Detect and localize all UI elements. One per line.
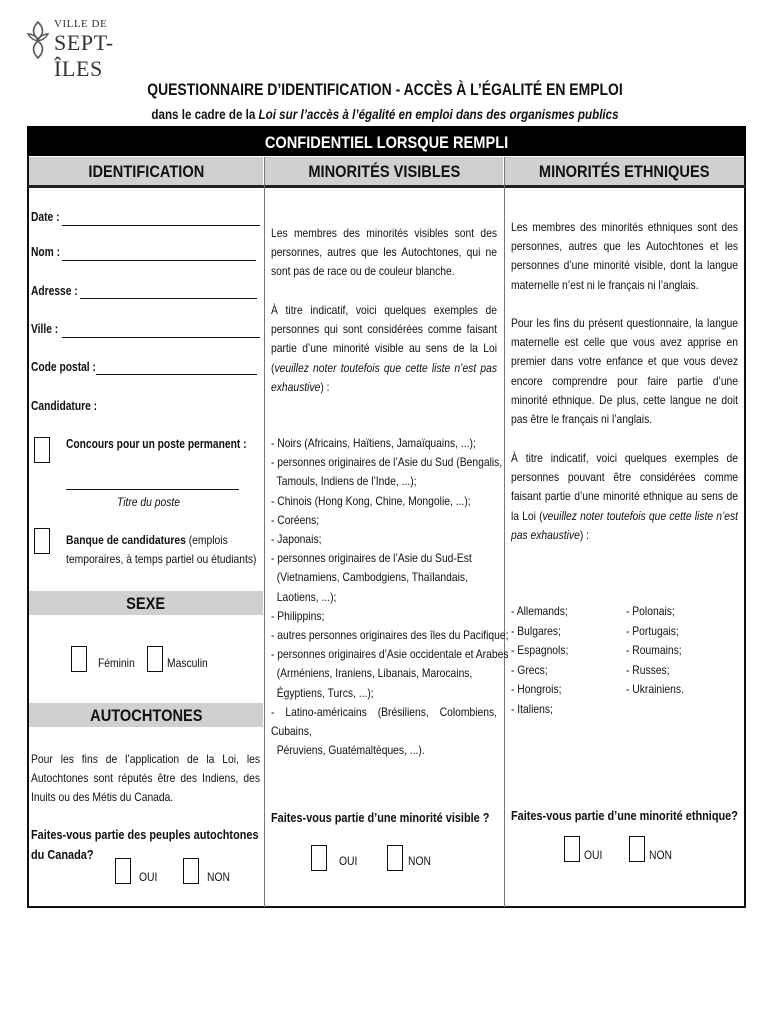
list-item: - Chinois (Hong Kong, Chine, Mongolie, ...); bbox=[271, 493, 471, 508]
list-item: - autres personnes originaires des îles du Pacifique; bbox=[271, 628, 509, 643]
autochtones-section-title: AUTOCHTONES bbox=[29, 703, 263, 727]
autochtones-question: Faites-vous partie des peuples autochtones bbox=[31, 827, 259, 842]
list-item: - Russes; bbox=[626, 662, 670, 677]
autochtones-question-line2: du Canada? bbox=[31, 847, 94, 862]
list-item: (Arméniens, Iraniens, Libanais, Marocains, bbox=[271, 666, 473, 681]
banque-label: Banque de candidatures (emplois bbox=[66, 533, 228, 547]
ethnic-non-checkbox[interactable] bbox=[629, 836, 645, 862]
titre-poste-caption: Titre du poste bbox=[117, 495, 181, 509]
candidature-label: Candidature : bbox=[31, 399, 98, 413]
sexe-section-title: SEXE bbox=[29, 591, 263, 615]
logo-text-big: SEPT-ÎLES bbox=[54, 30, 114, 81]
adresse-label: Adresse : bbox=[31, 284, 78, 298]
ethnic-examples-list-right bbox=[626, 602, 684, 700]
visible-list-latino: - Latino-américains (Brésiliens, Colombiens, Cubains, bbox=[271, 705, 500, 739]
list-item: - Portugais; bbox=[626, 623, 679, 638]
nom-field[interactable] bbox=[62, 260, 256, 261]
list-item: (Vietnamiens, Cambodgiens, Thaïlandais, bbox=[271, 570, 468, 585]
date-field[interactable] bbox=[62, 225, 260, 226]
banque-label-line2: temporaires, à temps partiel ou étudiants) bbox=[66, 552, 257, 566]
autochtones-text: Pour les fins de l’application de la Loi, les Autochtones sont réputés être des Indiens, des Inuits ou des Métis du Canada. bbox=[31, 752, 261, 805]
list-item: - personnes originaires de l’Asie du Sud (Bengalis, bbox=[271, 455, 503, 470]
list-item: Tamouls, Indiens de l’Inde, ...); bbox=[271, 474, 417, 489]
ville-label: Ville : bbox=[31, 322, 59, 336]
list-item: Laotiens, ...); bbox=[271, 589, 337, 604]
list-item: - Roumains; bbox=[626, 643, 682, 657]
column-divider bbox=[264, 157, 265, 907]
ethnic-oui-label: OUI bbox=[584, 848, 603, 862]
list-item: - Ukrainiens. bbox=[626, 682, 684, 696]
logo-text-small: VILLE DE bbox=[54, 18, 108, 30]
list-item: - Grecs; bbox=[511, 662, 548, 677]
list-item: - Allemands; bbox=[511, 604, 568, 618]
list-item: - Noirs (Africains, Haïtiens, Jamaïquains, ...); bbox=[271, 436, 476, 450]
visible-oui-checkbox[interactable] bbox=[311, 845, 327, 871]
banque-checkbox[interactable] bbox=[34, 528, 50, 554]
list-item: - Hongrois; bbox=[511, 682, 562, 696]
page-subtitle: dans le cadre de la Loi sur l’accès à l’égalité en emploi dans des organismes publics bbox=[151, 107, 619, 122]
ethnic-examples-intro: À titre indicatif, voici quelques exemples de personnes pouvant être considérées comme faisant partie d’une minorité ethnique au sens de la Loi (veuillez noter toutefois que cette liste n’est pas exhaustive) : bbox=[511, 451, 739, 542]
visible-non-label: NON bbox=[408, 854, 431, 868]
ville-field[interactable] bbox=[62, 337, 260, 338]
adresse-field[interactable] bbox=[80, 298, 257, 299]
visible-list-latino-line2: Péruviens, Guatémaltèques, ...). bbox=[271, 743, 425, 757]
autochtones-non-label: NON bbox=[207, 870, 230, 884]
page-title: QUESTIONNAIRE D’IDENTIFICATION - ACCÈS À L’ÉGALITÉ EN EMPLOI bbox=[147, 80, 623, 99]
visible-examples-intro: À titre indicatif, voici quelques exemples de personnes qui sont considérées comme faisant partie d’une minorité visible au sens de la Loi (veuillez noter toutefois que cette liste n’est pas exhaustive) : bbox=[271, 303, 498, 394]
ethnic-oui-checkbox[interactable] bbox=[564, 836, 580, 862]
masculin-label: Masculin bbox=[167, 656, 208, 670]
list-item: - personnes originaires d’Asie occidentale et Arabes bbox=[271, 647, 509, 662]
city-logo bbox=[26, 18, 156, 81]
visible-examples-list bbox=[271, 434, 509, 703]
list-item: - Polonais; bbox=[626, 604, 675, 618]
titre-poste-field[interactable] bbox=[66, 489, 239, 490]
feminin-label: Féminin bbox=[98, 656, 135, 670]
list-item: Égyptiens, Turcs, ...); bbox=[271, 685, 374, 700]
column-header-identification: IDENTIFICATION bbox=[29, 157, 263, 185]
concours-label: Concours pour un poste permanent : bbox=[66, 437, 247, 451]
list-item: - Bulgares; bbox=[511, 623, 561, 638]
autochtones-oui-checkbox[interactable] bbox=[115, 858, 131, 884]
fleur-logo-icon bbox=[26, 20, 50, 60]
code-postal-field[interactable] bbox=[96, 374, 257, 375]
list-item: - Philippins; bbox=[271, 608, 325, 623]
list-item: - personnes originaires de l’Asie du Sud-Est bbox=[271, 551, 472, 566]
ethnic-examples-list-left bbox=[511, 602, 568, 719]
feminin-checkbox[interactable] bbox=[71, 646, 87, 672]
nom-label: Nom : bbox=[31, 245, 61, 259]
code-postal-label: Code postal : bbox=[31, 360, 96, 374]
autochtones-oui-label: OUI bbox=[139, 870, 158, 884]
list-item: - Japonais; bbox=[271, 532, 322, 547]
visible-question: Faites-vous partie d’une minorité visible ? bbox=[271, 810, 490, 825]
masculin-checkbox[interactable] bbox=[147, 646, 163, 672]
date-label: Date : bbox=[31, 210, 60, 224]
ethnic-question: Faites-vous partie d’une minorité ethnique? bbox=[511, 808, 738, 823]
autochtones-non-checkbox[interactable] bbox=[183, 858, 199, 884]
confidential-banner: CONFIDENTIEL LORSQUE REMPLI bbox=[27, 126, 746, 156]
ethnic-maternal-language: Pour les fins du présent questionnaire, la langue maternelle est celle que vous avez apprise en premier dans votre enfance et que vous devez encore comprendre pour faire partie d’une minorité ethnique. De plus, cette langue ne doit pas être le français ni l’anglais. bbox=[511, 316, 739, 427]
column-header-ethnic: MINORITÉS ETHNIQUES bbox=[505, 157, 744, 185]
list-item: - Coréens; bbox=[271, 512, 320, 527]
list-item: - Italiens; bbox=[511, 701, 553, 716]
concours-checkbox[interactable] bbox=[34, 437, 50, 463]
list-item: - Espagnols; bbox=[511, 643, 569, 657]
ethnic-non-label: NON bbox=[649, 848, 672, 862]
visible-oui-label: OUI bbox=[339, 854, 358, 868]
visible-definition: Les membres des minorités visibles sont des personnes, autres que les Autochtones, qui ne sont pas de race ou de couleur blanche. bbox=[271, 226, 498, 279]
ethnic-definition: Les membres des minorités ethniques sont des personnes, autres que les Autochtones et les personnes d’une minorité visible, dont la langue maternelle n’est ni le français ni l’anglais. bbox=[511, 220, 739, 292]
header-divider bbox=[27, 185, 746, 188]
column-header-visible: MINORITÉS VISIBLES bbox=[265, 157, 503, 185]
visible-non-checkbox[interactable] bbox=[387, 845, 403, 871]
